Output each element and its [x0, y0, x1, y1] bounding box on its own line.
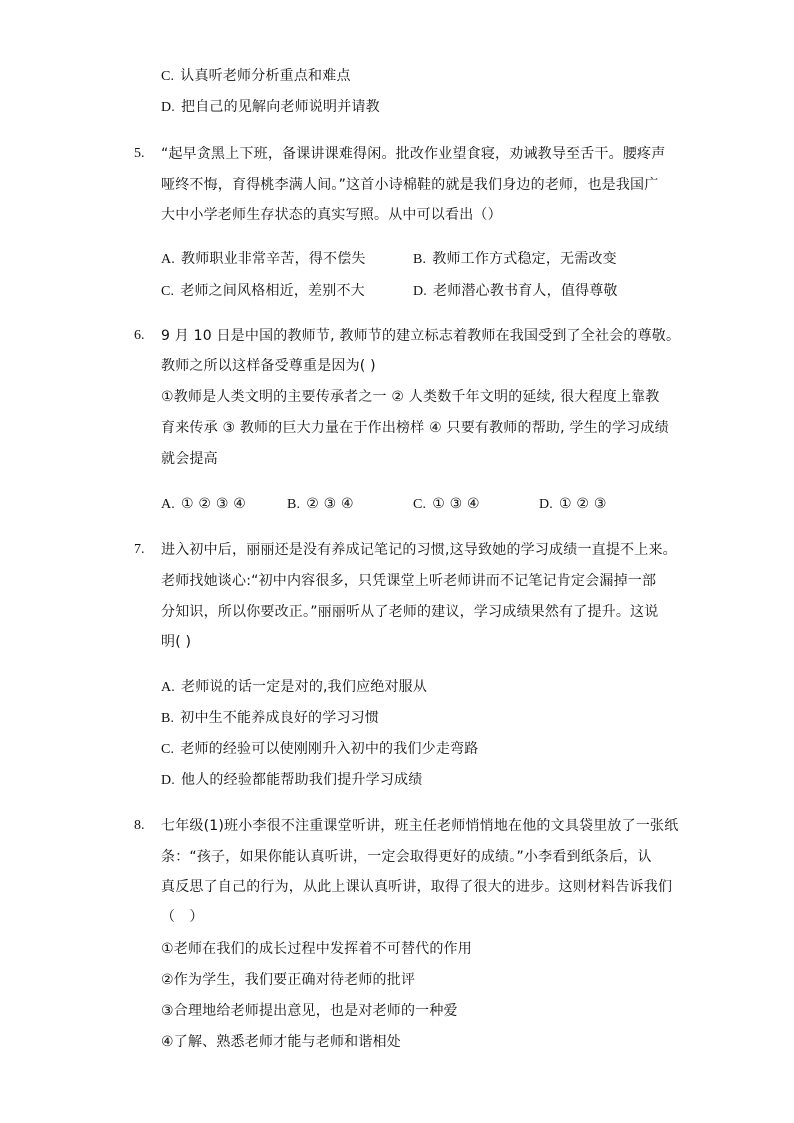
question-7-option-c	[161, 739, 478, 760]
question-6-option-b	[287, 494, 354, 515]
option-text: 老师之间风格相近，差别不大	[180, 283, 365, 299]
question-6-option-d	[539, 494, 607, 515]
question-8-line-2: 条：“孩子，如果你能认真听讲，一定会取得更好的成绩。”小李看到纸条后，认	[161, 849, 652, 865]
question-5-line-3: 大中小学老师生存状态的真实写照。从中可以看出（）	[161, 207, 502, 223]
option-text: 教师工作方式稳定，无需改变	[432, 251, 617, 267]
question-5-number: 5.	[134, 146, 145, 161]
prev-option-d	[161, 97, 380, 118]
question-5-option-b	[413, 249, 617, 270]
option-text: 他人的经验都能帮助我们提升学习成绩	[181, 772, 423, 788]
question-8-line-1: 七年级(1)班小李很不注重课堂听讲，班主任老师悄悄地在他的文具袋里放了一张纸	[161, 818, 679, 834]
option-text: 教师职业非常辛苦，得不偿失	[181, 251, 366, 267]
option-letter: C.	[161, 69, 175, 84]
option-letter: C.	[161, 742, 175, 757]
question-7-option-d	[161, 770, 422, 791]
question-7-line-2: 老师找她谈心:“初中内容很多，只凭课堂上听老师讲而不记笔记肯定会漏掉一部	[161, 573, 657, 589]
question-7-number: 7.	[134, 542, 145, 557]
question-8-number: 8.	[134, 818, 145, 833]
option-text: 老师说的话一定是对的,我们应绝对服从	[181, 679, 428, 695]
question-6-option-a	[161, 494, 246, 515]
question-5-option-a	[161, 249, 366, 270]
option-text: ① ② ③ ④	[181, 496, 246, 512]
option-text: ① ② ③	[559, 496, 607, 512]
option-letter: B.	[161, 711, 175, 726]
option-text: 老师的经验可以使刚刚升入初中的我们少走弯路	[180, 741, 479, 757]
question-7-option-b	[161, 708, 379, 729]
question-6-line-3: ①教师是人类文明的主要传承者之一 ② 人类数千年文明的延续, 很大程度上靠教	[161, 389, 660, 405]
option-text: ① ③ ④	[432, 496, 480, 512]
question-8-line-4: （ ）	[161, 909, 204, 925]
option-letter: C.	[413, 497, 427, 512]
option-letter: D.	[161, 773, 176, 788]
question-5-line-1: “起早贪黑上下班，备课讲课难得闲。批改作业望食寝，劝诫教导至舌干。腰疼声	[161, 146, 666, 162]
question-6-line-5: 就会提高	[161, 451, 218, 467]
option-text: 把自己的见解向老师说明并请教	[181, 99, 380, 115]
option-text: 老师潜心教书育人，值得尊敬	[433, 283, 618, 299]
question-7-option-a	[161, 677, 427, 698]
option-letter: B.	[287, 497, 301, 512]
option-letter: D.	[539, 497, 554, 512]
option-text: 初中生不能养成良好的学习习惯	[180, 710, 380, 726]
question-5-option-d	[413, 281, 618, 302]
question-6-option-c	[413, 494, 480, 515]
option-text: 认真听老师分析重点和难点	[180, 68, 351, 84]
option-letter: D.	[161, 100, 176, 115]
option-letter: A.	[161, 497, 176, 512]
question-6-number: 6.	[134, 328, 145, 343]
question-7-line-3: 分知识，所以你要改正。”丽丽听从了老师的建议，学习成绩果然有了提升。这说	[161, 604, 659, 620]
question-8-statement-3: ③合理地给老师提出意见，也是对老师的一种爱	[161, 1003, 458, 1019]
question-6-line-1: 9 月 10 日是中国的教师节, 教师节的建立标志着教师在我国受到了全社会的尊敬。	[161, 328, 681, 344]
question-6-line-2: 教师之所以这样备受尊重是因为( )	[161, 358, 376, 374]
question-8-line-3: 真反思了自己的行为，从此上课认真听讲，取得了很大的进步。这则材料告诉我们	[161, 879, 673, 895]
option-letter: A.	[161, 680, 176, 695]
prev-option-c	[161, 66, 351, 87]
option-letter: A.	[161, 252, 176, 267]
question-8-statement-4: ④了解、熟悉老师才能与老师和谐相处	[161, 1034, 401, 1050]
option-letter: C.	[161, 284, 175, 299]
question-5-option-c	[161, 281, 365, 302]
question-7-line-4: 明( )	[161, 634, 192, 650]
option-text: ② ③ ④	[306, 496, 354, 512]
option-letter: D.	[413, 284, 428, 299]
question-6-line-4: 育来传承 ③ 教师的巨大力量在于作出榜样 ④ 只要有教师的帮助, 学生的学习成绩	[161, 420, 669, 436]
question-7-line-1: 进入初中后，丽丽还是没有养成记笔记的习惯,这导致她的学习成绩一直提不上来。	[161, 542, 677, 558]
question-5-line-2: 哑终不悔，育得桃李满人间。”这首小诗棉鞋的就是我们身边的老师，也是我国广	[161, 177, 659, 193]
option-letter: B.	[413, 252, 427, 267]
question-8-statement-2: ②作为学生，我们要正确对待老师的批评	[161, 972, 416, 988]
question-8-statement-1: ①老师在我们的成长过程中发挥着不可替代的作用	[161, 941, 472, 957]
